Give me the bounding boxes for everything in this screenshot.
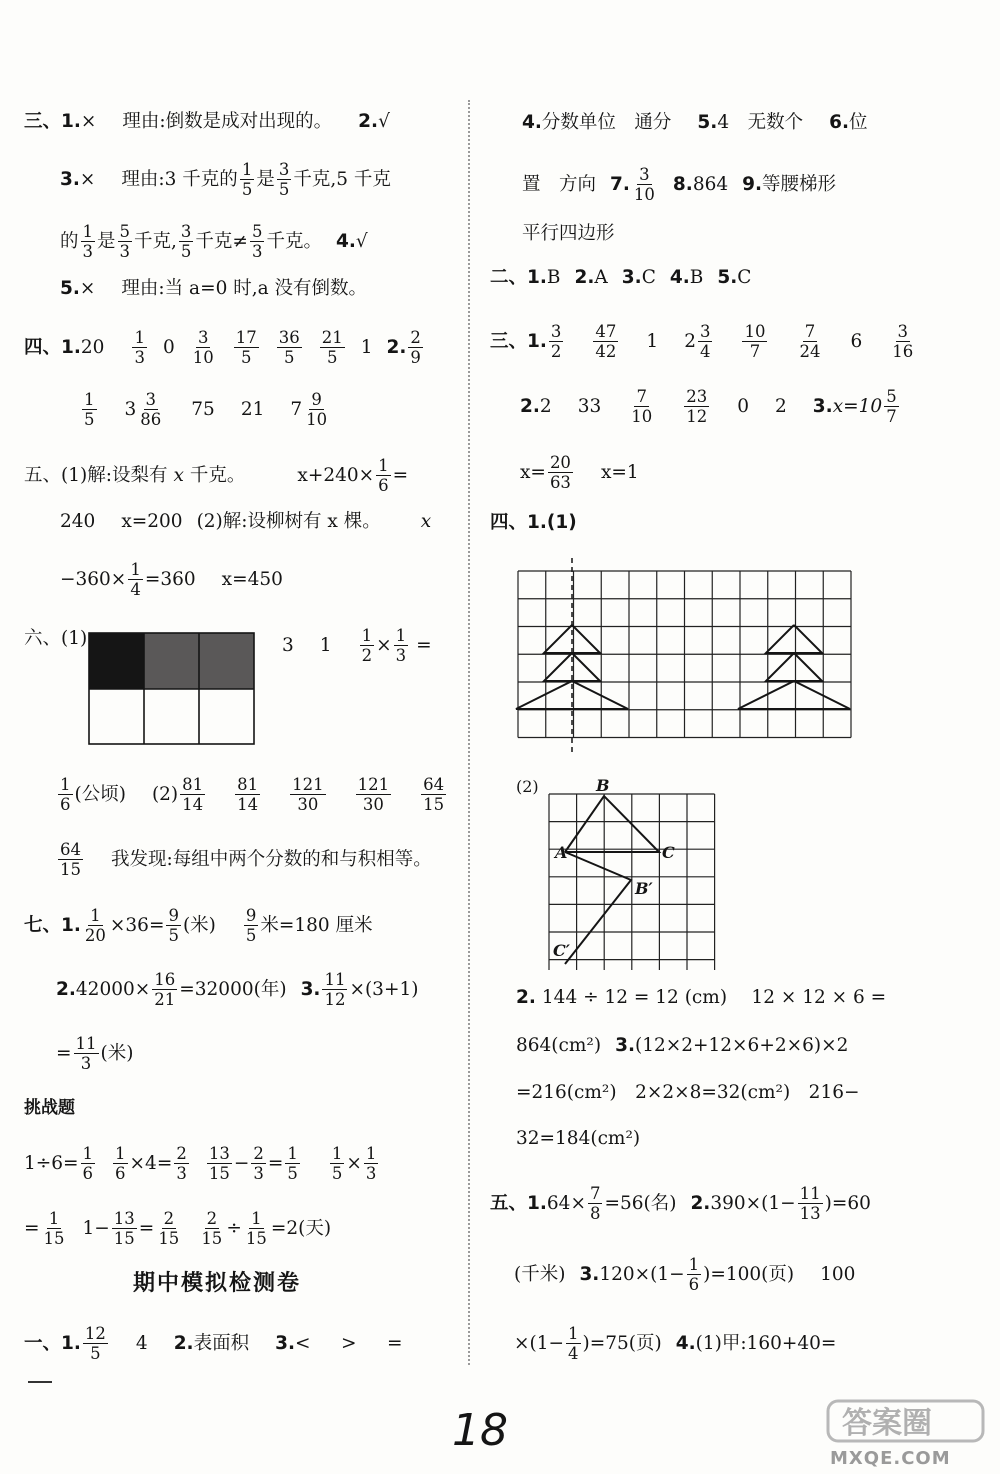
line-r6: 2. 2 33 7 10 23 12 0 2 3. x=10 5 7 (520, 387, 897, 426)
fraction: 2 9 (410, 328, 421, 367)
fraction: $\frac{1}{6}$ (115, 1144, 126, 1183)
fraction: $\frac{11}{3}$ (75, 1034, 97, 1073)
fraction: $\frac{2}{15}$ (158, 1209, 180, 1248)
fraction: 1 6 (60, 775, 71, 814)
fraction: 23 12 (686, 387, 708, 426)
fraction: 121 30 (357, 775, 390, 814)
fraction: 64 15 (423, 775, 445, 814)
line-challenge-2: = $\frac{1}{15}$ 1− $\frac{13}{15}$ = $\frac{2}{15}$ $\frac{2}{15}$ ÷ $\frac{1}{15}$ =2(天) (24, 1209, 332, 1248)
line-s5-3: −360× $\frac{1}{4}$ =360 x=450 (60, 560, 283, 599)
fraction: $\frac{1}{15}$ (245, 1209, 267, 1248)
fraction: 3 16 (892, 322, 914, 361)
fraction: $\frac{1}{6}$ (378, 456, 389, 495)
line-s6-2: 1 6 (公顷) (2) 81 14 81 14 121 30 121 30 64 15 (60, 775, 445, 814)
line-r5: 三、1. 3 2 47 42 1 2 3 4 10 7 7 24 6 3 16 (490, 322, 914, 361)
line-r7: x= $\frac{20}{63}$ x=1 (520, 453, 639, 492)
line-s3-3a: 3. × 理由:3 千克的 1 5 是 3 5 千克,5 千克 (60, 160, 391, 199)
fraction: 81 14 (182, 775, 204, 814)
fraction: $\frac{2}{3}$ (253, 1144, 264, 1183)
line-s5-1: 五、(1)解:设梨有 x 千克。 x+240× $\frac{1}{6}$ = (24, 456, 409, 495)
fraction: $\frac{1}{6}$ (82, 1144, 94, 1183)
fraction: 36 5 (278, 328, 300, 367)
fraction: 5 3 (251, 222, 263, 261)
fraction: $\frac{1}{5}$ (287, 1144, 298, 1183)
label-B-prime: B′ (635, 879, 653, 898)
line-s6-3: 64 15 我发现:每组中两个分数的和与积相等。 (60, 840, 432, 879)
shade-cell-dark (89, 633, 144, 689)
line-r4: 二、1. B 2. A 3. C 4. B 5. C (490, 267, 752, 288)
fraction: 47 42 (595, 322, 617, 361)
fraction: 64 15 (60, 840, 81, 879)
label-C-prime: C′ (553, 941, 570, 960)
watermark-cn-text: 答案圈 (842, 1406, 932, 1441)
fraction: $\frac{20}{63}$ (549, 453, 571, 492)
fraction: 12 5 (84, 1324, 106, 1363)
fraction: 3 4 (699, 322, 711, 361)
line-s6-1: 3 1 $\frac{1}{2}$ × $\frac{1}{3}$ = (282, 626, 432, 665)
fraction: 1 5 (84, 390, 95, 429)
fraction: $\frac{1}{20}$ (84, 906, 106, 945)
fraction: 17 5 (235, 328, 257, 367)
line-s5-2: 240 x=200 (2)解:设柳树有 x 棵。 x (60, 511, 432, 532)
line-r16: ×(1− $\frac{1}{4}$ )=75(页) 4. (1)甲:160+40= (514, 1324, 837, 1363)
line-r14: 五、1. 64× $\frac{7}{8}$ =56(名) 2. 390×(1− $\frac{11}{13}$ )=60 (490, 1184, 871, 1223)
line-s3-1: 三、1. × 理由:倒数是成对出现的。 2. √ (24, 111, 390, 132)
line-s4-1: 四、1. 20 1 3 0 3 10 17 5 36 5 21 5 1 2. 2 9 (24, 328, 421, 367)
fraction: $\frac{13}{15}$ (113, 1209, 135, 1248)
fraction: $\frac{1}{3}$ (395, 626, 407, 665)
fraction: $\frac{1}{4}$ (130, 560, 141, 599)
line-s7-3: = $\frac{11}{3}$ (米) (56, 1034, 134, 1073)
fraction: 1 5 (241, 160, 253, 199)
midterm-heading: 期中模拟检测卷 (133, 1271, 302, 1296)
fraction: $\frac{1}{6}$ (688, 1255, 700, 1294)
fraction: 121 30 (292, 775, 324, 814)
line-r13: 32=184(cm²) (516, 1128, 641, 1149)
fraction: 3 5 (180, 222, 192, 261)
fraction: 13 15 (208, 1144, 230, 1183)
fraction: 3 10 (192, 328, 214, 367)
fraction: $\frac{11}{12}$ (324, 970, 346, 1009)
fraction: $\frac{1}{15}$ (43, 1209, 65, 1248)
fraction: 3 10 (633, 165, 655, 204)
fraction: 3 5 (278, 160, 290, 199)
fraction: $\frac{7}{8}$ (589, 1184, 601, 1223)
fraction: 5 7 (886, 387, 897, 426)
page-number: 18 (452, 1405, 508, 1456)
line-s6-1-label: 六、(1) (24, 628, 88, 649)
line-s7-1: 七、1. $\frac{1}{20}$ ×36= $\frac{9}{5}$ (米) 9 5 米=180 厘米 (24, 906, 373, 945)
line-s3-5: 5. × 理由:当 a=0 时,a 没有倒数。 (60, 278, 368, 299)
fraction: $\frac{16}{21}$ (154, 970, 176, 1009)
fraction: $\frac{2}{3}$ (176, 1144, 187, 1183)
line-r12: =216(cm²) 2×2×8=32(cm²) 216− (516, 1082, 860, 1103)
fraction: $\frac{1}{3}$ (365, 1144, 377, 1183)
line-midterm-1: 一、1. 12 5 4 2. 表面积 3. < > = (24, 1324, 409, 1363)
tree-shape-right (738, 625, 850, 709)
watermark-text: MXQE.COM (830, 1448, 951, 1469)
label-B: B (596, 776, 610, 795)
line-r15: (千米) 3. 120×(1− $\frac{1}{6}$ )=100(页) 100 (514, 1255, 856, 1294)
fraction: $\frac{2}{15}$ (201, 1209, 223, 1248)
label-A: A (555, 843, 568, 862)
fraction: 3 86 (140, 390, 162, 429)
fraction: 1 3 (82, 222, 94, 261)
fraction: $\frac{9}{5}$ (168, 906, 179, 945)
line-r8: 四、1.(1) (490, 512, 577, 533)
fraction: 7 24 (799, 322, 821, 361)
fraction: 3 2 (550, 322, 562, 361)
fraction: 7 10 (631, 387, 653, 426)
symmetry-grid-figure (515, 555, 855, 755)
line-r11: 864(cm²) 3. (12×2+12×6+2×6)×2 (516, 1035, 849, 1056)
line-r1: 4. 分数单位 通分 5. 4 无数个 6. 位 (522, 112, 868, 133)
line-r9-label: (2) (516, 777, 539, 796)
fraction: 5 3 (119, 222, 131, 261)
line-s7-2: 2. 42000× $\frac{16}{21}$ =32000(年) 3. $\frac{11}{12}$ ×(3+1) (56, 970, 419, 1009)
footer-dash (28, 1381, 52, 1383)
line-challenge-1: 1÷6= $\frac{1}{6}$ $\frac{1}{6}$ ×4= $\frac{2}{3}$ 13 15 − $\frac{2}{3}$ = $\frac{1}{5}$ $\frac{1}{5}$ × $\frac{1}{3}$ (24, 1144, 377, 1183)
fraction: 10 7 (744, 322, 766, 361)
line-s4-2: 1 5 3 3 86 75 21 7 9 10 (84, 390, 328, 429)
line-r3: 平行四边形 (522, 223, 615, 244)
fraction: $\frac{11}{13}$ (799, 1184, 821, 1223)
fraction: 1 3 (134, 328, 145, 367)
fraction: 81 14 (237, 775, 259, 814)
line-r10: 2. 144 ÷ 12 = 12 (cm) 12 × 12 × 6 = (516, 987, 887, 1008)
shaded-rectangle-figure (88, 632, 256, 746)
rotation-grid-figure (546, 776, 721, 970)
fraction: $\frac{1}{4}$ (568, 1324, 579, 1363)
challenge-title: 挑战题 (24, 1098, 75, 1118)
fraction: $\frac{1}{2}$ (361, 626, 373, 665)
fraction: 9 5 (245, 906, 257, 945)
column-divider (468, 100, 470, 1365)
label-C: C (662, 843, 675, 862)
fraction: 9 10 (306, 390, 328, 429)
line-r2: 置 方向 7. 3 10 8. 864 9. 等腰梯形 (522, 165, 837, 204)
fraction: $\frac{1}{5}$ (331, 1144, 343, 1183)
fraction: 21 5 (321, 328, 343, 367)
line-s3-3b: 的 1 3 是 5 3 千克, 3 5 千克≠ 5 3 千克。 4. √ (60, 222, 368, 261)
